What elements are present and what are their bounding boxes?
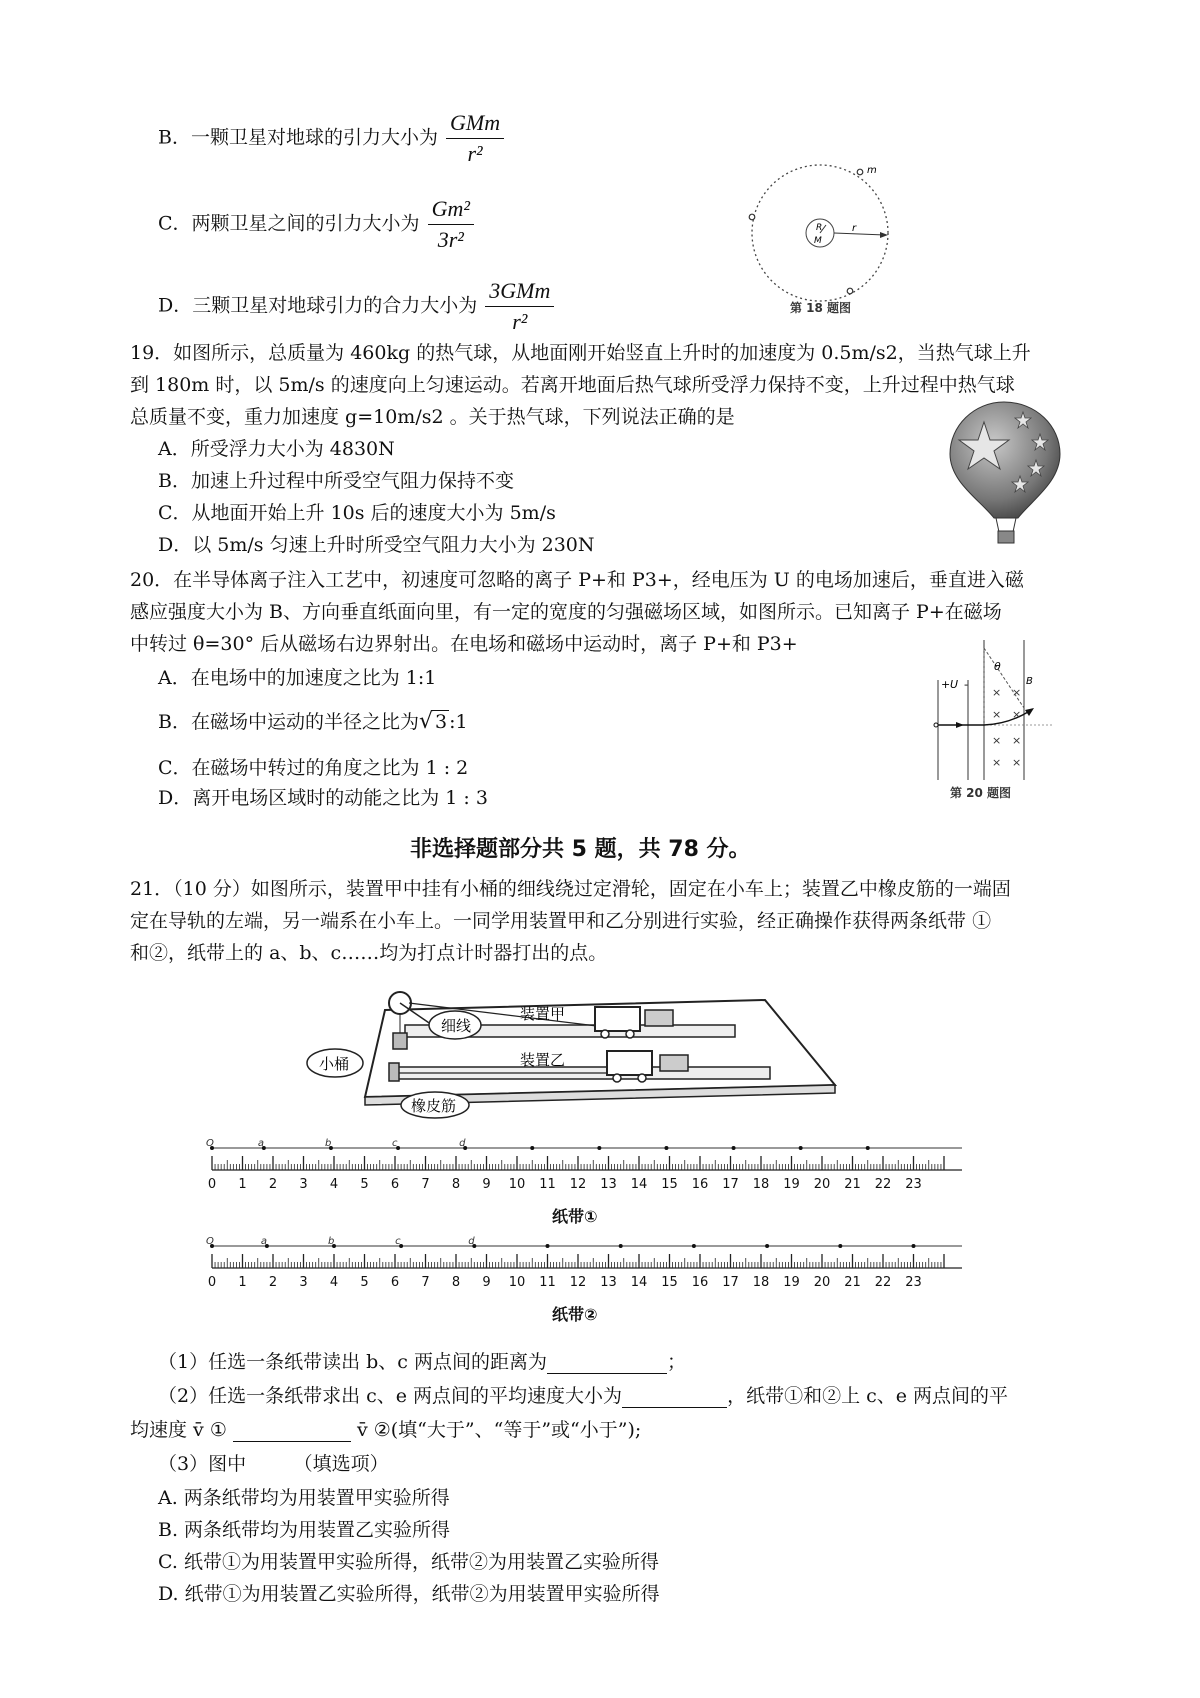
ruler-tick-label: 17 [722, 1177, 739, 1192]
q19-balloon-figure [948, 400, 1068, 545]
svg-text:×: × [1012, 756, 1022, 769]
q21-sub-2-line-2 [130, 1418, 641, 1442]
balloon-basket [998, 531, 1014, 543]
fraction-numerator: GMm [446, 110, 504, 139]
q18-figure-caption: 第 18 题图 [790, 301, 852, 315]
orbit-radius-arrow [880, 232, 888, 238]
q21-sub-1-text: （1）任选一条纸带读出 b、c 两点间的距离为 [158, 1351, 547, 1373]
tape-1-ruler [206, 1138, 964, 1202]
q20-option-a: A．在电场中的加速度之比为 1:1 [158, 667, 437, 689]
cart-jia [595, 1007, 640, 1031]
svg-text:×: × [1012, 708, 1022, 721]
ruler-tick-label: 12 [569, 1275, 587, 1290]
label-B: B [1026, 676, 1033, 687]
q21-sub-2 [158, 1384, 1008, 1408]
answer-blank-1[interactable] [547, 1353, 667, 1374]
ruler-tick-label: 22 [874, 1275, 892, 1290]
satellite-2 [749, 214, 755, 220]
ruler-tick-label: 9 [482, 1275, 491, 1290]
ruler-tick-label: 8 [451, 1177, 461, 1192]
ruler-tick-label: 18 [752, 1275, 770, 1290]
sqrt-radicand: 3 [435, 711, 448, 733]
ruler-tick-label: 6 [390, 1177, 400, 1192]
ruler-tick-label: 4 [329, 1275, 339, 1290]
ruler-tick-label: 21 [844, 1177, 861, 1192]
q21-sub-2-hint: (填“大于”、“等于”或“小于”); [390, 1419, 642, 1441]
ruler-tick-label: 15 [661, 1275, 678, 1290]
bucket-shape [393, 1033, 407, 1049]
q20-field-figure [928, 640, 1058, 790]
tape-dot [866, 1146, 870, 1150]
ruler-tick-label: 20 [813, 1275, 831, 1290]
ruler-tick-label: 4 [329, 1177, 339, 1192]
tape-point-label: c [395, 1236, 401, 1247]
q20-stem-line-3: 中转过 θ=30° 后从磁场右边界射出。在电场和磁场中运动时，离子 P+和 P3+ [130, 633, 798, 655]
tape-dot [692, 1244, 696, 1248]
q21-stem-line-3 [130, 941, 607, 965]
ruler-tick-label: 20 [813, 1177, 831, 1192]
tape-point-label: a [260, 1236, 268, 1247]
q19-stem-line-3: 总质量不变，重力加速度 g=10m/s2 。关于热气球，下列说法正确的是 [130, 406, 735, 428]
label-device-yi: 装置乙 [520, 1051, 566, 1069]
ion-exit-arrow [1025, 708, 1034, 716]
tape-dot [732, 1146, 736, 1150]
label-m: m [867, 165, 877, 176]
tape-point-label: a [257, 1138, 264, 1149]
ruler-tick-label: 5 [360, 1275, 369, 1290]
q21-stem-line-3-prefix: 和 [130, 942, 150, 964]
ruler-tick-label: 14 [630, 1275, 648, 1290]
rail-anchor [389, 1063, 399, 1081]
ruler-tick-label: 1 [238, 1177, 247, 1192]
ruler-tick-label: 15 [661, 1177, 678, 1192]
q20-option-b-text: B．在磁场中运动的半径之比为 [158, 711, 419, 733]
tape-point-label: b [328, 1236, 335, 1247]
label-string: 细线 [441, 1017, 472, 1035]
label-M: M [814, 236, 822, 246]
tape-dot [530, 1146, 534, 1150]
balloon-envelope [950, 402, 1060, 518]
ruler-tick-label: 0 [207, 1275, 217, 1290]
tape-point-label: b [324, 1138, 332, 1149]
q20-stem-line-1: 20．在半导体离子注入工艺中，初速度可忽略的离子 P+和 P3+，经电压为 U 的电场加速后，垂直进入磁 [130, 569, 1024, 591]
q20-option-b [158, 710, 468, 734]
ruler-tick-label: 16 [691, 1275, 709, 1290]
tape-2-ruler [206, 1236, 964, 1300]
fraction-denominator: r² [512, 309, 528, 334]
q21-sub-3: （3）图中 （填选项） [158, 1453, 389, 1475]
ruler-tick-label: 22 [874, 1177, 892, 1192]
q21-stem-line-1: 21．（10 分）如图所示，装置甲中挂有小桶的细线绕过定滑轮，固定在小车上；装置乙中橡皮筋的一端固 [130, 878, 1011, 900]
ruler-tick-label: 10 [508, 1275, 526, 1290]
q21-stem-line-2-text: 定在导轨的左端，另一端系在小车上。一同学用装置甲和乙分别进行实验，经正确操作获得两条纸带 [130, 910, 967, 932]
q19-option-c: C．从地面开始上升 10s 后的速度大小为 5m/s [158, 502, 556, 524]
magnetic-field-crosses [992, 686, 1021, 769]
tape-dot [664, 1146, 668, 1150]
label-plus: + [941, 678, 951, 691]
timer-yi [660, 1055, 688, 1071]
ruler-tick-label: 2 [268, 1275, 278, 1290]
ruler-tick-label: 6 [390, 1275, 400, 1290]
tape-point-label: c [392, 1138, 398, 1149]
ion-path-arrow [956, 722, 964, 728]
q18-option-c [158, 196, 474, 253]
label-r: r [852, 223, 857, 234]
q18-option-d-text: D．三颗卫星对地球引力的合力大小为 [158, 294, 478, 317]
cart-jia-wheel-1 [601, 1030, 609, 1038]
fraction-denominator: 3r² [437, 227, 464, 252]
q21-stem-line-2 [130, 909, 991, 933]
section-heading: 非选择题部分共 5 题，共 78 分。 [410, 837, 751, 862]
satellite-1 [857, 169, 863, 175]
sqrt-symbol: √ [418, 709, 433, 734]
ruler-tick-label: 12 [569, 1177, 587, 1192]
q18-option-d-fraction [485, 278, 554, 335]
svg-text:×: × [992, 756, 1002, 769]
cart-yi [607, 1051, 652, 1075]
answer-blank-2[interactable] [622, 1387, 727, 1408]
label-U: U [950, 678, 959, 691]
tape-2-caption: 纸带② [552, 1305, 598, 1324]
balloon-rope-left [996, 518, 999, 532]
q20-option-d: D．离开电场区域时的动能之比为 1 : 3 [158, 787, 488, 809]
q19-option-b: B．加速上升过程中所受空气阻力保持不变 [158, 470, 514, 492]
ruler-tick-label: 7 [421, 1275, 430, 1290]
tape-dot [597, 1146, 601, 1150]
cart-yi-wheel-2 [638, 1074, 646, 1082]
ruler-tick-label: 17 [722, 1275, 739, 1290]
ruler-tick-label: 13 [600, 1177, 617, 1192]
q21-option-a: A. 两条纸带均为用装置甲实验所得 [158, 1487, 450, 1509]
tape-dot [799, 1146, 803, 1150]
cart-yi-wheel-1 [613, 1074, 621, 1082]
ruler-tick-label: 13 [600, 1275, 617, 1290]
ruler-tick-label: 3 [299, 1177, 308, 1192]
ruler-tick-label: 11 [539, 1177, 556, 1192]
q21-apparatus-figure [305, 985, 845, 1120]
ruler-tick-label: 7 [421, 1177, 430, 1192]
ion-path-arc [984, 712, 1028, 725]
q18-option-c-fraction [428, 196, 474, 253]
ruler-tick-label: 3 [299, 1275, 308, 1290]
label-theta: θ [994, 660, 1001, 673]
ruler-tick-label: 2 [268, 1177, 278, 1192]
cart-jia-wheel-2 [626, 1030, 634, 1038]
timer-jia [645, 1010, 673, 1026]
ruler-tick-label: 1 [238, 1275, 247, 1290]
q21-option-b: B. 两条纸带均为用装置乙实验所得 [158, 1519, 451, 1541]
svg-text:×: × [992, 686, 1002, 699]
tape-point-label: O [206, 1138, 214, 1149]
ruler-tick-label: 18 [752, 1177, 770, 1192]
ruler-tick-label: 16 [691, 1177, 709, 1192]
answer-blank-3[interactable] [233, 1421, 351, 1442]
tape-dot [838, 1244, 842, 1248]
ruler-tick-label: 23 [905, 1177, 922, 1192]
satellite-3 [847, 288, 853, 294]
q18-option-b [158, 110, 504, 167]
svg-text:×: × [1012, 734, 1022, 747]
balloon-rope-right [1013, 518, 1016, 532]
tape-dot [912, 1244, 916, 1248]
q21-sub-2-v1: 均速度 v̄ ① [130, 1419, 227, 1441]
ruler-tick-label: 23 [905, 1275, 922, 1290]
q21-option-d: D. 纸带①为用装置乙实验所得，纸带②为用装置甲实验所得 [158, 1583, 660, 1605]
q21-sub-1 [158, 1350, 686, 1374]
q20-option-b-ratio: :1 [449, 711, 468, 733]
tape-1-caption: 纸带① [552, 1207, 598, 1226]
label-device-jia: 装置甲 [520, 1005, 566, 1023]
tape-point-label: d [468, 1236, 475, 1247]
ruler-tick-label: 11 [539, 1275, 556, 1290]
ruler-tick-label: 0 [207, 1177, 217, 1192]
q18-option-d [158, 278, 554, 335]
q21-sub-2-v2: v̄ ② [356, 1419, 391, 1441]
q19-option-d: D．以 5m/s 匀速上升时所受空气阻力大小为 230N [158, 534, 595, 556]
tape-point-label: O [206, 1236, 214, 1247]
q19-stem-line-1: 19．如图所示，总质量为 460kg 的热气球，从地面刚开始竖直上升时的加速度为 0.5m/s2，当热气球上升 [130, 342, 1031, 364]
ruler-tick-label: 9 [482, 1177, 491, 1192]
q21-sub-1-end: ； [666, 1351, 686, 1373]
q21-stem-line-3-text: ，纸带上的 a、b、c……均为打点计时器打出的点。 [168, 942, 608, 964]
tape-1-mark: ① [972, 910, 992, 932]
label-minus: - [964, 678, 968, 691]
q19-stem-line-2: 到 180m 时，以 5m/s 的速度向上匀速运动。若离开地面后热气球所受浮力保持不变，上升过程中热气球 [130, 374, 1015, 396]
label-rubber: 橡皮筋 [411, 1097, 457, 1115]
q20-option-c: C．在磁场中转过的角度之比为 1 : 2 [158, 757, 469, 779]
fraction-denominator: r² [467, 141, 483, 166]
fraction-numerator: 3GMm [485, 278, 554, 307]
ruler-tick-label: 14 [630, 1177, 648, 1192]
q20-stem-line-2: 感应强度大小为 B、方向垂直纸面向里，有一定的宽度的匀强磁场区域，如图所示。已知离子 P+在磁场 [130, 601, 1002, 623]
orbit-radius-line [834, 233, 885, 235]
tape-2-mark: ② [149, 942, 169, 964]
q18-option-b-text: B．一颗卫星对地球的引力大小为 [158, 126, 438, 149]
tape-dot [765, 1244, 769, 1248]
svg-text:×: × [1012, 686, 1022, 699]
tape-dot [619, 1244, 623, 1248]
tape-dot [546, 1244, 550, 1248]
q21-option-c: C. 纸带①为用装置甲实验所得，纸带②为用装置乙实验所得 [158, 1551, 659, 1573]
ruler-tick-label: 8 [451, 1275, 461, 1290]
label-R: R [816, 223, 823, 233]
q21-sub-2-mid: ，纸带①和②上 c、e 两点间的平 [727, 1385, 1009, 1407]
q19-option-a: A．所受浮力大小为 4830N [158, 438, 395, 460]
radius-dashed-line [984, 648, 1024, 708]
svg-text:×: × [992, 734, 1002, 747]
q18-option-b-fraction [446, 110, 504, 167]
ruler-tick-label: 21 [844, 1275, 861, 1290]
q21-sub-2-text: （2）任选一条纸带求出 c、e 两点间的平均速度大小为 [158, 1385, 623, 1407]
q20-figure-caption: 第 20 题图 [950, 786, 1012, 800]
ruler-tick-label: 19 [783, 1177, 800, 1192]
fraction-numerator: Gm² [428, 196, 474, 225]
svg-text:×: × [992, 708, 1002, 721]
ion-source-point [934, 723, 938, 727]
ruler-tick-label: 5 [360, 1177, 369, 1192]
ruler-tick-label: 19 [783, 1275, 800, 1290]
ruler-tick-label: 10 [508, 1177, 526, 1192]
label-bucket: 小桶 [319, 1055, 350, 1073]
tape-point-label: d [459, 1138, 466, 1149]
q18-option-c-text: C．两颗卫星之间的引力大小为 [158, 212, 420, 235]
